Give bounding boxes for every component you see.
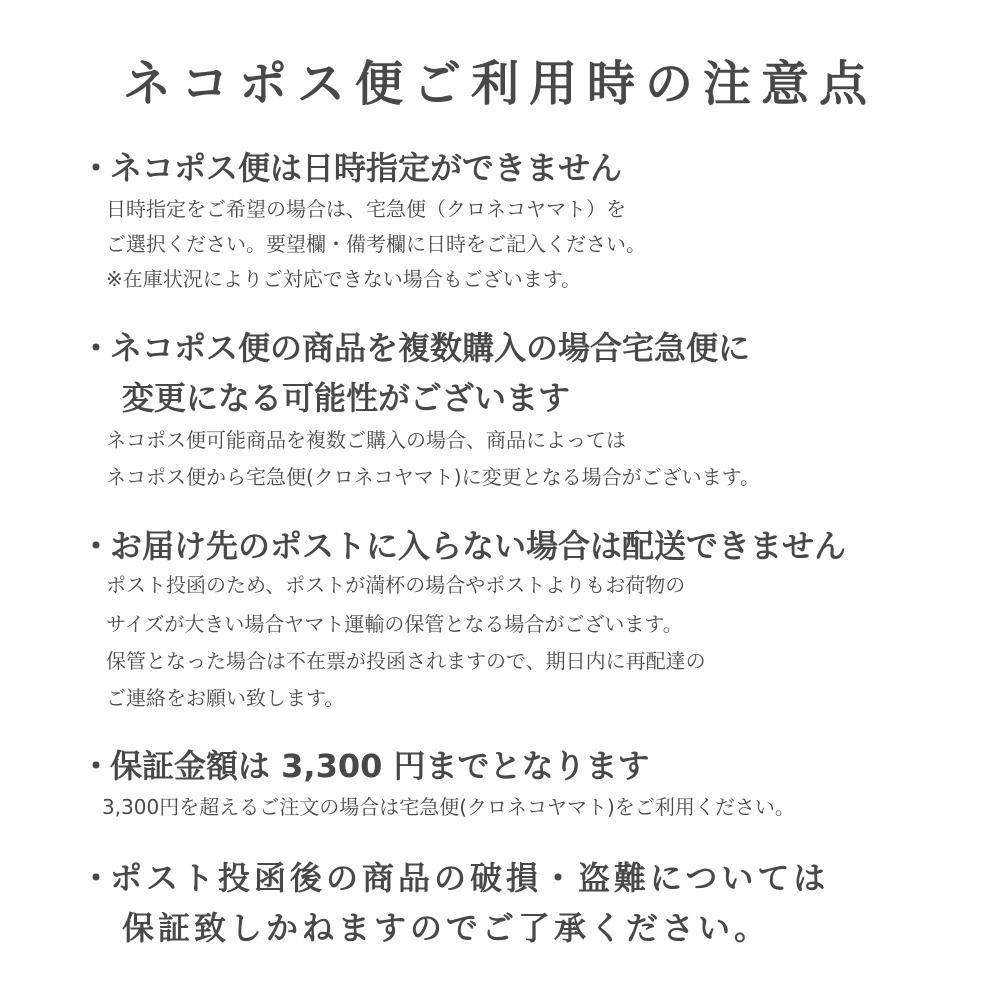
bullet-mark: ・ (80, 149, 113, 187)
section-3-heading: お届け先のポストに入らない場合は配送できません (110, 527, 847, 565)
section-1-body-line-1: 日時指定をご希望の場合は、宅急便（クロネコヤマト）を (106, 197, 626, 221)
section-4-heading: 保証金額は 3,300 円までとなります (110, 747, 650, 785)
page-title: ネコポス便ご利用時の注意点 (122, 56, 877, 112)
section-2-body-line-1: ネコポス便可能商品を複数ご購入の場合、商品によっては (106, 428, 626, 452)
bullet-mark: ・ (80, 329, 113, 367)
section-1-body-line-2: ご選択ください。要望欄・備考欄に日時をご記入ください。 (106, 232, 646, 256)
section-2-body-line-2: ネコポス便から宅急便(クロネコヤマト)に変更となる場合がございます。 (106, 465, 761, 489)
section-4-body-line-1: 3,300円を超えるご注文の場合は宅急便(クロネコヤマト)をご利用ください。 (102, 795, 795, 819)
section-3-body-line-4: ご連絡をお願い致します。 (106, 686, 345, 710)
section-1-heading: ネコポス便は日時指定ができません (110, 149, 623, 187)
section-3-body-line-3: 保管となった場合は不在票が投函されますので、期日内に再配達の (106, 649, 706, 673)
section-2-heading-line-2: 変更になる可能性がございます (122, 379, 571, 417)
section-2-heading-line-1: ネコポス便の商品を複数購入の場合宅急便に (110, 329, 751, 367)
section-5-heading-line-1: ポスト投函後の商品の破損・盗難については (110, 859, 830, 897)
section-5-heading-line-2: 保証致しかねますのでご了承ください。 (122, 909, 771, 947)
section-1-body-line-3: ※在庫状況によりご対応できない場合もございます。 (106, 267, 582, 291)
section-3-body-line-1: ポスト投函のため、ポストが満杯の場合やポストよりもお荷物の (106, 573, 686, 597)
bullet-mark: ・ (80, 527, 113, 565)
section-3-body-line-2: サイズが大きい場合ヤマト運輸の保管となる場合がございます。 (106, 612, 683, 636)
bullet-mark: ・ (80, 747, 113, 785)
bullet-mark: ・ (80, 859, 113, 897)
